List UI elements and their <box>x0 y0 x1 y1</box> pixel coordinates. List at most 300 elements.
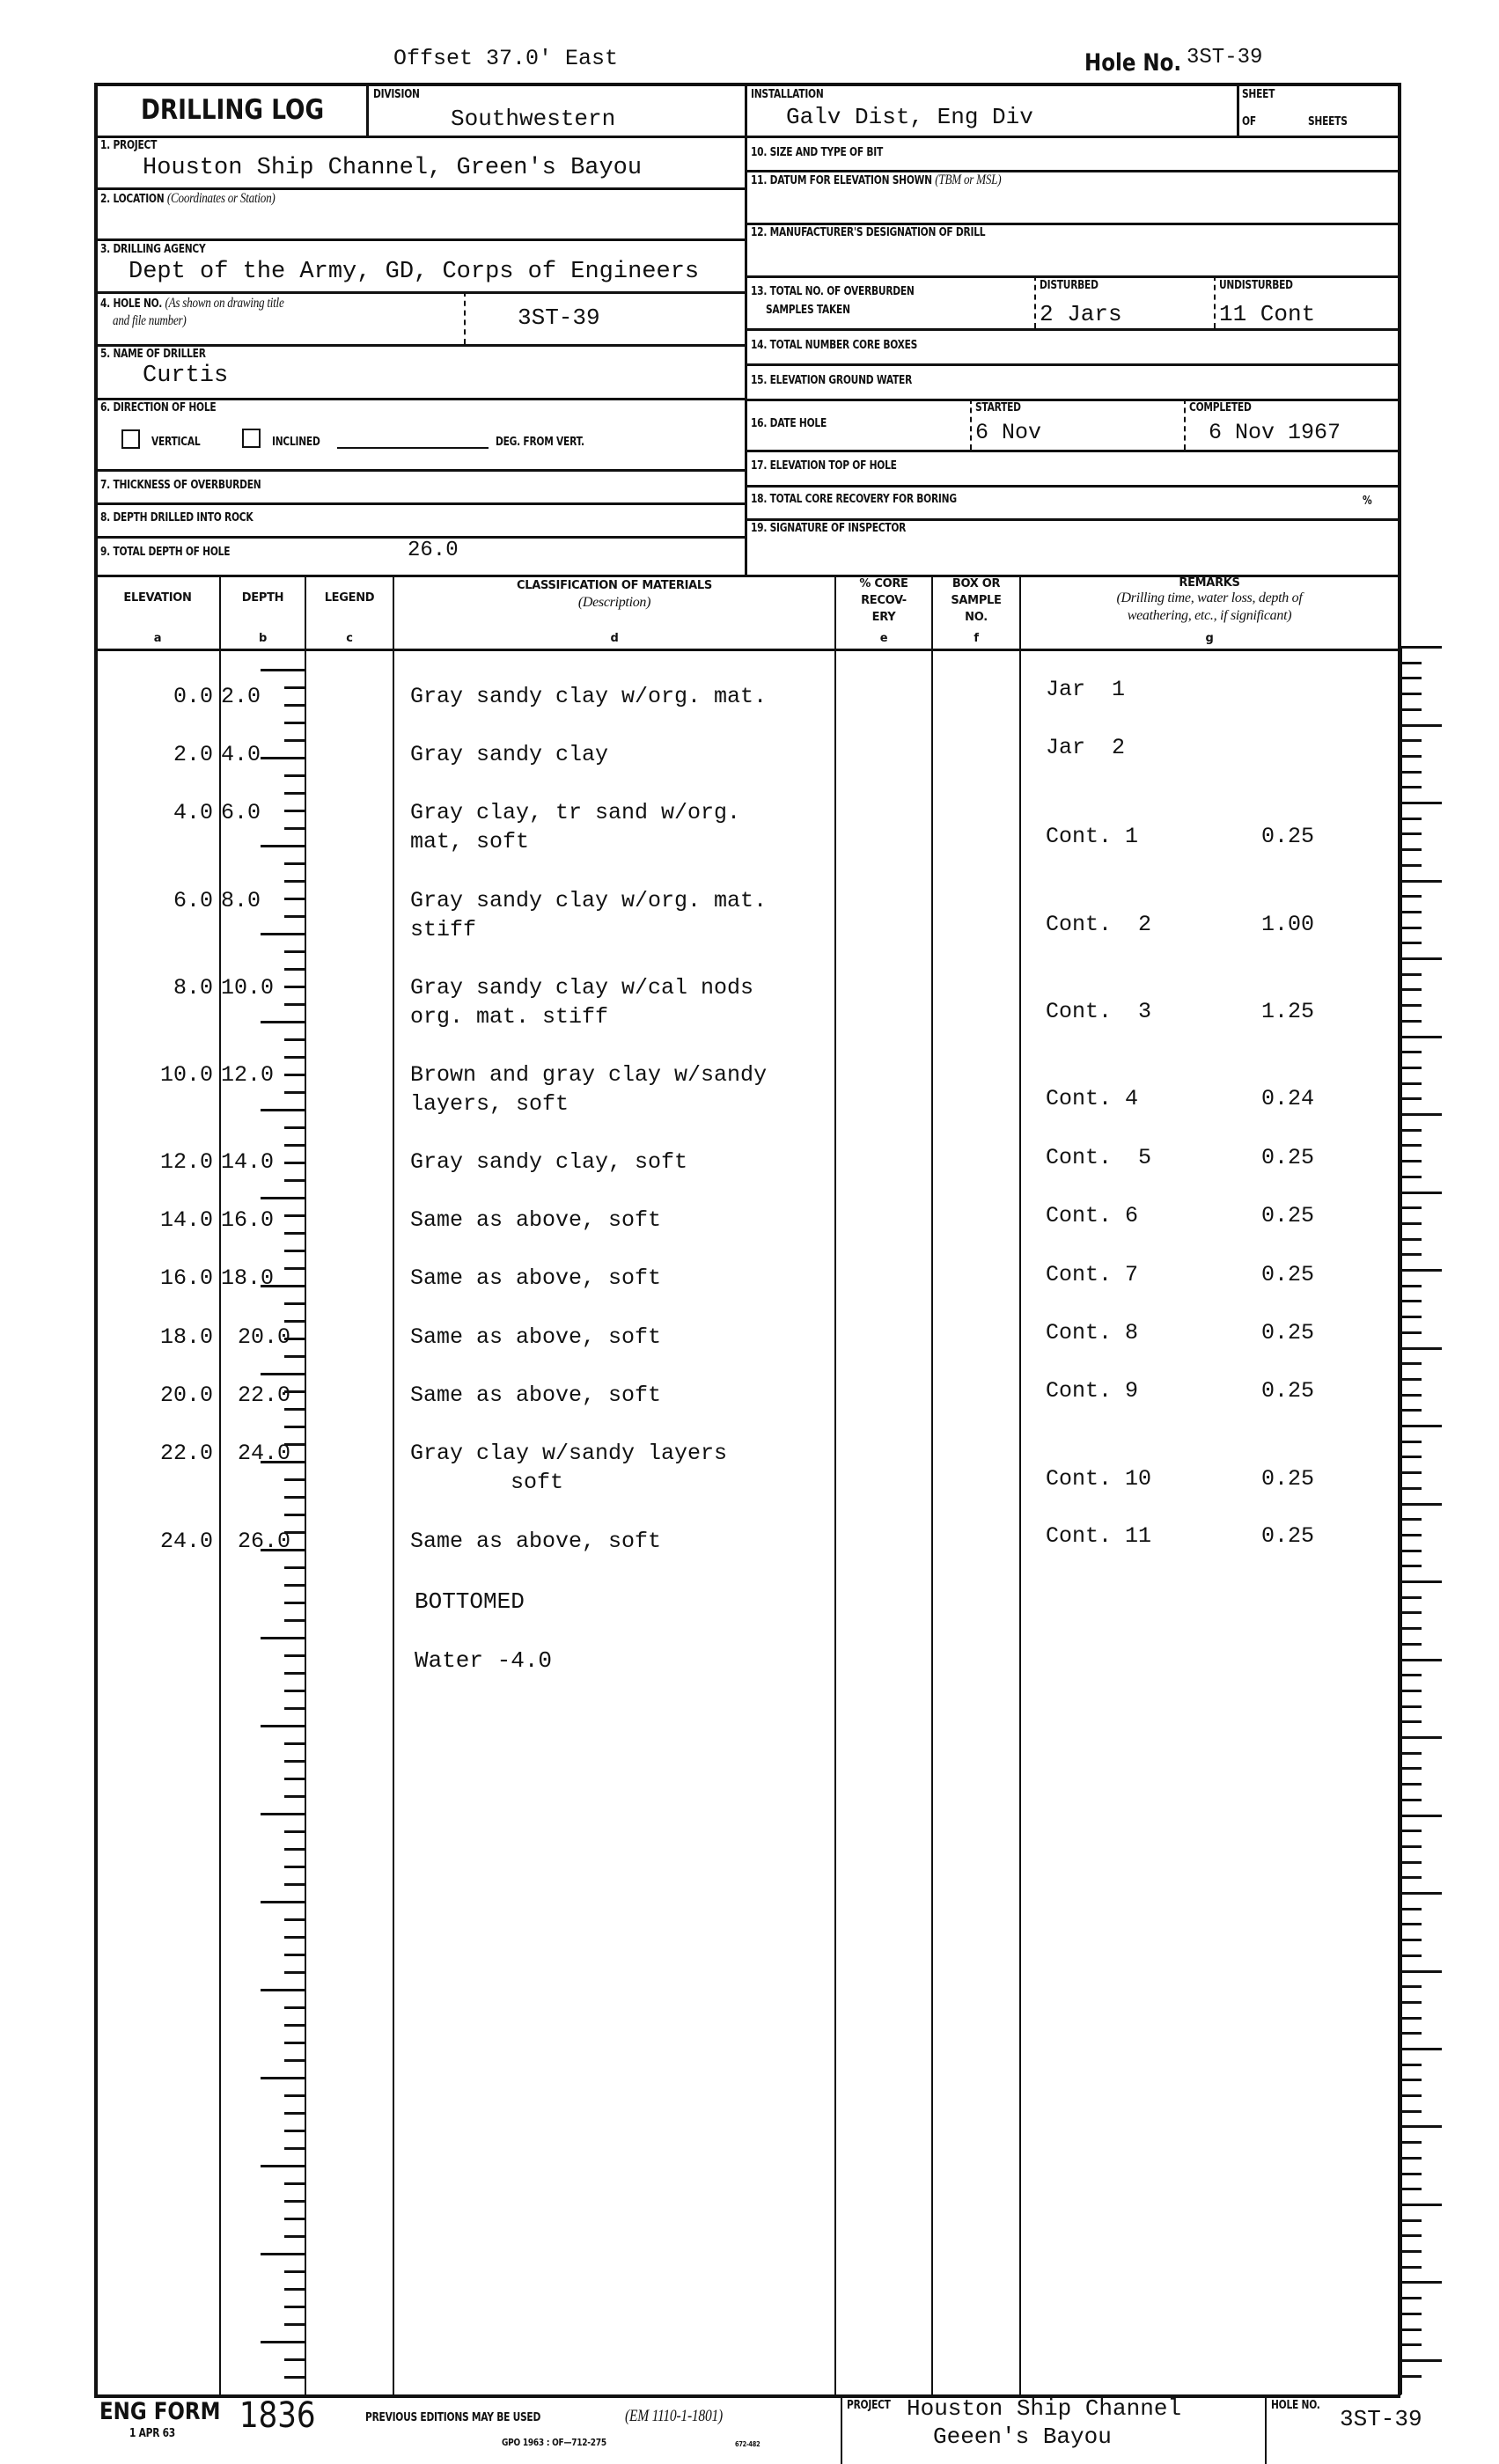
col-divider-fg <box>1019 575 1021 2394</box>
depth-minor-tick <box>284 774 305 777</box>
row-description-line-1: Brown and gray clay w/sandy <box>410 1062 768 1088</box>
row-remark-value: 0.25 <box>1261 1523 1315 1549</box>
right-major-tick <box>1400 2125 1442 2128</box>
row-description-line-1: Same as above, soft <box>410 1324 662 1350</box>
depth-minor-tick <box>284 1830 305 1833</box>
right-minor-tick <box>1400 1067 1422 1069</box>
col-header-box-1: BOX OR <box>952 577 1001 590</box>
row-remark-value: 0.24 <box>1261 1086 1315 1111</box>
depth-minor-tick <box>284 1866 305 1868</box>
vertical-checkbox[interactable] <box>121 429 140 449</box>
row-elevation: 24.0 <box>159 1529 213 1554</box>
row-description-line-1: Gray clay, tr sand w/org. <box>410 800 741 825</box>
total-depth-value[interactable]: 26.0 <box>408 539 459 562</box>
right-major-tick <box>1400 1269 1442 1272</box>
right-major-tick <box>1400 1970 1442 1973</box>
right-minor-tick <box>1400 1456 1422 1458</box>
frame-left <box>94 83 98 2395</box>
depth-minor-tick <box>284 1003 305 1006</box>
col-header-classification: CLASSIFICATION OF MATERIALS <box>517 579 712 592</box>
right-major-tick <box>1400 1892 1442 1895</box>
right-minor-tick <box>1400 2141 1422 2144</box>
installation-label: INSTALLATION <box>751 88 824 101</box>
right-minor-tick <box>1400 1627 1422 1630</box>
depth-minor-tick <box>284 986 305 988</box>
col-header-core-2: RECOV- <box>861 594 907 607</box>
right-minor-tick <box>1400 973 1422 976</box>
depth-minor-tick <box>284 722 305 724</box>
samples-divider-2 <box>1214 275 1216 328</box>
right-minor-tick <box>1400 1285 1422 1287</box>
row-remark-value: 0.25 <box>1261 1466 1315 1492</box>
depth-minor-tick <box>284 1232 305 1235</box>
right-minor-tick <box>1400 818 1422 820</box>
right-minor-tick <box>1400 927 1422 929</box>
footer-project-divider <box>841 2394 842 2464</box>
hole-no-divider <box>464 291 466 344</box>
row-remark-value: 0.25 <box>1261 824 1315 849</box>
right-minor-tick <box>1400 662 1422 664</box>
col-divider-bc <box>305 575 306 2394</box>
right-minor-tick <box>1400 2017 1422 2020</box>
footer-project-label: PROJECT <box>847 2399 891 2412</box>
right-minor-tick <box>1400 1596 1422 1599</box>
driller-label: 5. NAME OF DRILLER <box>100 348 206 361</box>
right-minor-tick <box>1400 1471 1422 1474</box>
project-value[interactable]: Houston Ship Channel, Green's Bayou <box>143 155 643 181</box>
row-sample-no: Cont. 8 <box>1046 1320 1139 1346</box>
right-minor-tick <box>1400 2032 1422 2035</box>
row-elevation: 12.0 <box>159 1149 213 1175</box>
right-minor-tick <box>1400 1939 1422 1941</box>
division-value[interactable]: Southwestern <box>451 106 616 132</box>
depth-minor-tick <box>284 915 305 918</box>
started-value[interactable]: 6 Nov <box>975 420 1042 445</box>
row-depth: 22.0 <box>238 1382 291 1408</box>
row-description-line-1: Gray sandy clay w/org. mat. <box>410 888 768 913</box>
right-minor-tick <box>1400 2079 1422 2081</box>
table-header-bottom <box>94 649 1400 651</box>
depth-minor-tick <box>284 2147 305 2150</box>
row-elevation: 6.0 <box>173 888 213 913</box>
depth-into-rock-label: 8. DEPTH DRILLED INTO ROCK <box>100 511 254 524</box>
right-major-tick <box>1400 1113 1442 1116</box>
row-remark-value: 1.25 <box>1261 999 1315 1024</box>
depth-minor-tick <box>284 1267 305 1270</box>
right-minor-tick <box>1400 1705 1422 1708</box>
footer-previous-editions: PREVIOUS EDITIONS MAY BE USED <box>365 2411 541 2424</box>
right-minor-tick <box>1400 1144 1422 1147</box>
right-minor-tick <box>1400 2064 1422 2066</box>
disturbed-value[interactable]: 2 Jars <box>1040 301 1122 327</box>
footer-em-ref: (EM 1110-1-1801) <box>625 2407 724 2425</box>
col-header-depth: DEPTH <box>241 591 284 605</box>
location-label-text: 2. LOCATION <box>100 193 165 206</box>
row-sample-no: Cont. 7 <box>1046 1262 1139 1287</box>
depth-minor-tick <box>284 1408 305 1411</box>
right-minor-tick <box>1400 2173 1422 2175</box>
depth-major-tick <box>261 845 305 847</box>
right-minor-tick <box>1400 1767 1422 1770</box>
row-remark-value: 0.25 <box>1261 1145 1315 1170</box>
right-minor-tick <box>1400 1611 1422 1614</box>
col-subheader-description: (Description) <box>577 595 651 610</box>
right-major-tick <box>1400 724 1442 727</box>
row-depth: 16.0 <box>221 1207 275 1233</box>
depth-major-tick <box>261 669 305 671</box>
right-minor-tick <box>1400 1985 1422 1988</box>
row-remark-value: 0.25 <box>1261 1203 1315 1228</box>
right-minor-tick <box>1400 2250 1422 2253</box>
right-minor-tick <box>1400 1441 1422 1443</box>
depth-minor-tick <box>284 1390 305 1393</box>
hole-no-note-1: (As shown on drawing title <box>165 296 284 311</box>
depth-minor-tick <box>284 2288 305 2291</box>
right-minor-tick <box>1400 786 1422 788</box>
right-minor-tick <box>1400 1752 1422 1755</box>
completed-value[interactable]: 6 Nov 1967 <box>1209 420 1341 445</box>
depth-minor-tick <box>284 950 305 953</box>
row-elevation: 16.0 <box>159 1265 213 1291</box>
depth-minor-tick <box>284 1619 305 1622</box>
right-minor-tick <box>1400 1206 1422 1209</box>
row-sample-no: Cont. 10 <box>1046 1466 1152 1492</box>
row-depth: 20.0 <box>238 1324 291 1350</box>
depth-minor-tick <box>284 2376 305 2379</box>
footer-form-label: ENG FORM <box>99 2398 221 2425</box>
depth-minor-tick <box>284 1778 305 1780</box>
row-sample-no: Cont. 4 <box>1046 1086 1139 1111</box>
col-header-elevation: ELEVATION <box>123 591 192 605</box>
footer-hole-divider <box>1265 2394 1267 2464</box>
right-minor-tick <box>1400 1674 1422 1676</box>
right-major-tick <box>1400 2048 1442 2050</box>
right-minor-tick <box>1400 1394 1422 1397</box>
project-label: 1. PROJECT <box>100 139 158 152</box>
col-header-remarks: REMARKS <box>1179 576 1240 590</box>
depth-minor-tick <box>284 1566 305 1569</box>
right-minor-tick <box>1400 739 1422 742</box>
depth-minor-tick <box>284 739 305 742</box>
row-sample-no: Cont. 3 <box>1046 999 1152 1024</box>
depth-minor-tick <box>284 898 305 900</box>
depth-minor-tick <box>284 1091 305 1094</box>
row-depth: 24.0 <box>238 1441 291 1466</box>
row-sample-no: Cont. 6 <box>1046 1203 1139 1228</box>
depth-minor-tick <box>284 1848 305 1851</box>
col-header-box-3: NO. <box>965 611 988 624</box>
row-depth: 4.0 <box>221 742 261 767</box>
right-minor-tick <box>1400 848 1422 851</box>
right-minor-tick <box>1400 2188 1422 2190</box>
rule-r6 <box>745 363 1400 366</box>
overburden-thickness-label: 7. THICKNESS OF OVERBURDEN <box>100 479 261 492</box>
row-depth: 2.0 <box>221 684 261 709</box>
right-major-tick <box>1400 1580 1442 1583</box>
col-header-box-2: SAMPLE <box>951 594 1002 607</box>
row-description-line-2: mat, soft <box>410 829 530 854</box>
right-major-tick <box>1400 1815 1442 1817</box>
right-major-tick <box>1400 880 1442 883</box>
rule-r3 <box>745 223 1400 225</box>
depth-minor-tick <box>284 2006 305 2009</box>
row-description-line-2: org. mat. stiff <box>410 1004 609 1030</box>
depth-major-tick <box>261 2165 305 2167</box>
col-letter-g: g <box>1205 632 1214 645</box>
depth-minor-tick <box>284 1179 305 1182</box>
row-elevation: 20.0 <box>159 1382 213 1408</box>
rule-3 <box>94 238 746 241</box>
datum-label <box>751 172 1001 188</box>
depth-major-tick <box>261 2341 305 2343</box>
right-minor-tick <box>1400 988 1422 991</box>
right-minor-tick <box>1400 942 1422 944</box>
row-sample-no: Cont. 11 <box>1046 1523 1152 1549</box>
col-letter-c: c <box>346 632 353 645</box>
bit-label: 10. SIZE AND TYPE OF BIT <box>751 146 884 159</box>
right-major-tick <box>1400 1192 1442 1194</box>
rule-r4 <box>745 275 1400 278</box>
row-remark-value: 0.25 <box>1261 1320 1315 1346</box>
depth-major-tick <box>261 1109 305 1111</box>
depth-minor-tick <box>284 1214 305 1217</box>
depth-major-tick <box>261 1197 305 1199</box>
right-minor-tick <box>1400 693 1422 695</box>
col-subheader-remarks-1: (Drilling time, water loss, depth of <box>1116 590 1303 605</box>
right-minor-tick <box>1400 1518 1422 1521</box>
depth-minor-tick <box>284 2306 305 2308</box>
depth-minor-tick <box>284 1426 305 1428</box>
rule-4 <box>94 291 746 294</box>
inspector-signature-field[interactable] <box>757 539 1373 572</box>
depth-minor-tick <box>284 1742 305 1745</box>
right-major-tick <box>1400 1659 1442 1661</box>
depth-minor-tick <box>284 1707 305 1710</box>
location-label <box>100 191 276 207</box>
total-depth-label: 9. TOTAL DEPTH OF HOLE <box>100 546 231 559</box>
depth-minor-tick <box>284 2218 305 2220</box>
row-elevation: 2.0 <box>173 742 213 767</box>
right-minor-tick <box>1400 1082 1422 1085</box>
row-sample-no: Jar 1 <box>1046 677 1126 702</box>
elevation-top-label: 17. ELEVATION TOP OF HOLE <box>751 459 897 473</box>
inclined-degree-field[interactable] <box>337 447 489 449</box>
depth-major-tick <box>261 1989 305 1991</box>
right-major-tick <box>1400 2204 1442 2206</box>
right-minor-tick <box>1400 832 1422 835</box>
depth-minor-tick <box>284 2024 305 2027</box>
right-minor-tick <box>1400 1222 1422 1225</box>
drilling-agency-value[interactable]: Dept of the Army, GD, Corps of Engineers <box>129 259 700 285</box>
col-divider-ef <box>931 575 933 2394</box>
depth-minor-tick <box>284 792 305 795</box>
hole-no-label-field <box>100 296 284 312</box>
depth-minor-tick <box>284 1883 305 1886</box>
right-minor-tick <box>1400 1534 1422 1536</box>
division-label: DIVISION <box>373 88 420 101</box>
right-minor-tick <box>1400 1253 1422 1256</box>
depth-major-tick <box>261 2253 305 2255</box>
depth-minor-tick <box>284 2358 305 2361</box>
row-elevation: 14.0 <box>159 1207 213 1233</box>
depth-minor-tick <box>284 686 305 689</box>
depth-minor-tick <box>284 1690 305 1692</box>
right-minor-tick <box>1400 1051 1422 1053</box>
right-minor-tick <box>1400 1487 1422 1490</box>
right-minor-tick <box>1400 1331 1422 1334</box>
depth-minor-tick <box>284 1355 305 1358</box>
right-major-tick <box>1400 646 1442 649</box>
row-remark-value: 0.25 <box>1261 1378 1315 1404</box>
footer-print-code: 672-482 <box>735 2440 761 2448</box>
hole-no-note-2: and file number) <box>113 313 187 328</box>
right-minor-tick <box>1400 1097 1422 1100</box>
right-minor-tick <box>1400 1861 1422 1864</box>
row-description-line-2: soft <box>511 1470 564 1495</box>
depth-major-tick <box>261 1901 305 1903</box>
disturbed-label: DISTURBED <box>1040 279 1099 292</box>
right-minor-tick <box>1400 911 1422 913</box>
samples-divider-1 <box>1034 275 1036 328</box>
footer-project-value-2: Geeen's Bayou <box>933 2424 1112 2450</box>
right-minor-tick <box>1400 2328 1422 2331</box>
depth-major-tick <box>261 1461 305 1463</box>
offset-note: Offset 37.0' East <box>393 46 619 71</box>
right-major-tick <box>1400 957 1442 960</box>
right-minor-tick <box>1400 1160 1422 1162</box>
inclined-checkbox[interactable] <box>242 429 261 448</box>
depth-major-tick <box>261 933 305 935</box>
hole-no-value[interactable]: 3ST-39 <box>518 304 600 331</box>
depth-minor-tick <box>284 2059 305 2062</box>
right-minor-tick <box>1400 1783 1422 1786</box>
depth-minor-tick <box>284 1126 305 1129</box>
right-minor-tick <box>1400 2094 1422 2097</box>
right-minor-tick <box>1400 755 1422 758</box>
col-header-core-3: ERY <box>871 611 896 624</box>
rule-5 <box>94 344 746 347</box>
right-minor-tick <box>1400 2234 1422 2237</box>
right-minor-tick <box>1400 677 1422 679</box>
row-description-line-1: Same as above, soft <box>410 1529 662 1554</box>
form-title: DRILLING LOG <box>141 94 325 126</box>
depth-minor-tick <box>284 2200 305 2203</box>
row-description-line-1: Same as above, soft <box>410 1382 662 1408</box>
col-letter-a: a <box>153 632 162 645</box>
rule-r10 <box>745 518 1400 521</box>
row-remark-value: 0.25 <box>1261 1262 1315 1287</box>
depth-minor-tick <box>284 2235 305 2238</box>
depth-major-tick <box>261 1813 305 1815</box>
depth-minor-tick <box>284 1531 305 1534</box>
ground-water-label: 15. ELEVATION GROUND WATER <box>751 374 913 387</box>
right-minor-tick <box>1400 1799 1422 1801</box>
rule-7 <box>94 469 746 472</box>
depth-minor-tick <box>284 1074 305 1076</box>
depth-minor-tick <box>284 1144 305 1147</box>
depth-minor-tick <box>284 1514 305 1516</box>
undisturbed-value[interactable]: 11 Cont <box>1219 301 1316 327</box>
footer-form-number: 1836 <box>239 2395 316 2436</box>
right-major-tick <box>1400 802 1442 804</box>
right-minor-tick <box>1400 1565 1422 1567</box>
right-minor-tick <box>1400 2219 1422 2222</box>
right-minor-tick <box>1400 708 1422 711</box>
depth-major-tick <box>261 1373 305 1375</box>
right-minor-tick <box>1400 1362 1422 1365</box>
right-major-tick <box>1400 1736 1442 1739</box>
row-sample-no: Cont. 1 <box>1046 824 1139 849</box>
depth-minor-tick <box>284 1672 305 1675</box>
frame-top <box>94 83 1400 86</box>
right-minor-tick <box>1400 1830 1422 1832</box>
footer-form-date: 1 APR 63 <box>129 2427 175 2440</box>
col-letter-f: f <box>974 632 979 645</box>
depth-major-tick <box>261 757 305 759</box>
drilling-agency-label: 3. DRILLING AGENCY <box>100 243 206 256</box>
right-minor-tick <box>1400 1720 1422 1723</box>
note-bottomed: BOTTOMED <box>415 1588 525 1615</box>
depth-minor-tick <box>284 1760 305 1763</box>
depth-minor-tick <box>284 1250 305 1252</box>
col-header-legend: LEGEND <box>324 591 375 605</box>
right-minor-tick <box>1400 2266 1422 2269</box>
location-label-note: (Coordinates or Station) <box>166 191 276 206</box>
row-description-line-1: Gray sandy clay, soft <box>410 1149 688 1175</box>
datum-label-text: 11. DATUM FOR ELEVATION SHOWN <box>751 174 932 187</box>
depth-major-tick <box>261 1637 305 1639</box>
driller-value[interactable]: Curtis <box>143 363 229 389</box>
depth-major-tick <box>261 1285 305 1287</box>
row-depth: 12.0 <box>221 1062 275 1088</box>
inspector-label: 19. SIGNATURE OF INSPECTOR <box>751 522 907 535</box>
right-minor-tick <box>1400 1690 1422 1692</box>
row-description-line-1: Gray clay w/sandy layers <box>410 1441 728 1466</box>
row-sample-no: Cont. 5 <box>1046 1145 1152 1170</box>
right-minor-tick <box>1400 1378 1422 1381</box>
right-minor-tick <box>1400 1020 1422 1023</box>
undisturbed-label: UNDISTURBED <box>1219 279 1293 292</box>
depth-minor-tick <box>284 1443 305 1446</box>
row-elevation: 10.0 <box>159 1062 213 1088</box>
footer-hole-label: HOLE NO. <box>1271 2399 1320 2412</box>
right-minor-tick <box>1400 1409 1422 1412</box>
depth-minor-tick <box>284 1038 305 1041</box>
row-description-line-1: Gray sandy clay w/cal nods <box>410 975 754 1001</box>
row-description-line-2: stiff <box>410 917 477 942</box>
rule-r1 <box>745 136 1400 138</box>
started-label: STARTED <box>975 401 1021 414</box>
right-minor-tick <box>1400 2001 1422 2004</box>
row-description-line-2: layers, soft <box>410 1091 569 1117</box>
sheet-divider <box>1237 83 1239 136</box>
installation-value[interactable]: Galv Dist, Eng Div <box>786 104 1033 130</box>
depth-minor-tick <box>284 1338 305 1340</box>
row-elevation: 18.0 <box>159 1324 213 1350</box>
depth-minor-tick <box>284 1320 305 1323</box>
row-depth: 8.0 <box>221 888 261 913</box>
depth-major-tick <box>261 1549 305 1551</box>
completed-label: COMPLETED <box>1189 401 1252 414</box>
footer-project-value-1: Houston Ship Channel <box>907 2395 1182 2422</box>
right-major-tick <box>1400 1036 1442 1038</box>
rule-r9 <box>745 485 1400 488</box>
right-minor-tick <box>1400 1954 1422 1957</box>
row-description-line-1: Gray sandy clay w/org. mat. <box>410 684 768 709</box>
right-minor-tick <box>1400 895 1422 898</box>
col-header-core-1: % CORE <box>859 577 908 590</box>
hole-no-label: Hole No. <box>1084 49 1182 77</box>
